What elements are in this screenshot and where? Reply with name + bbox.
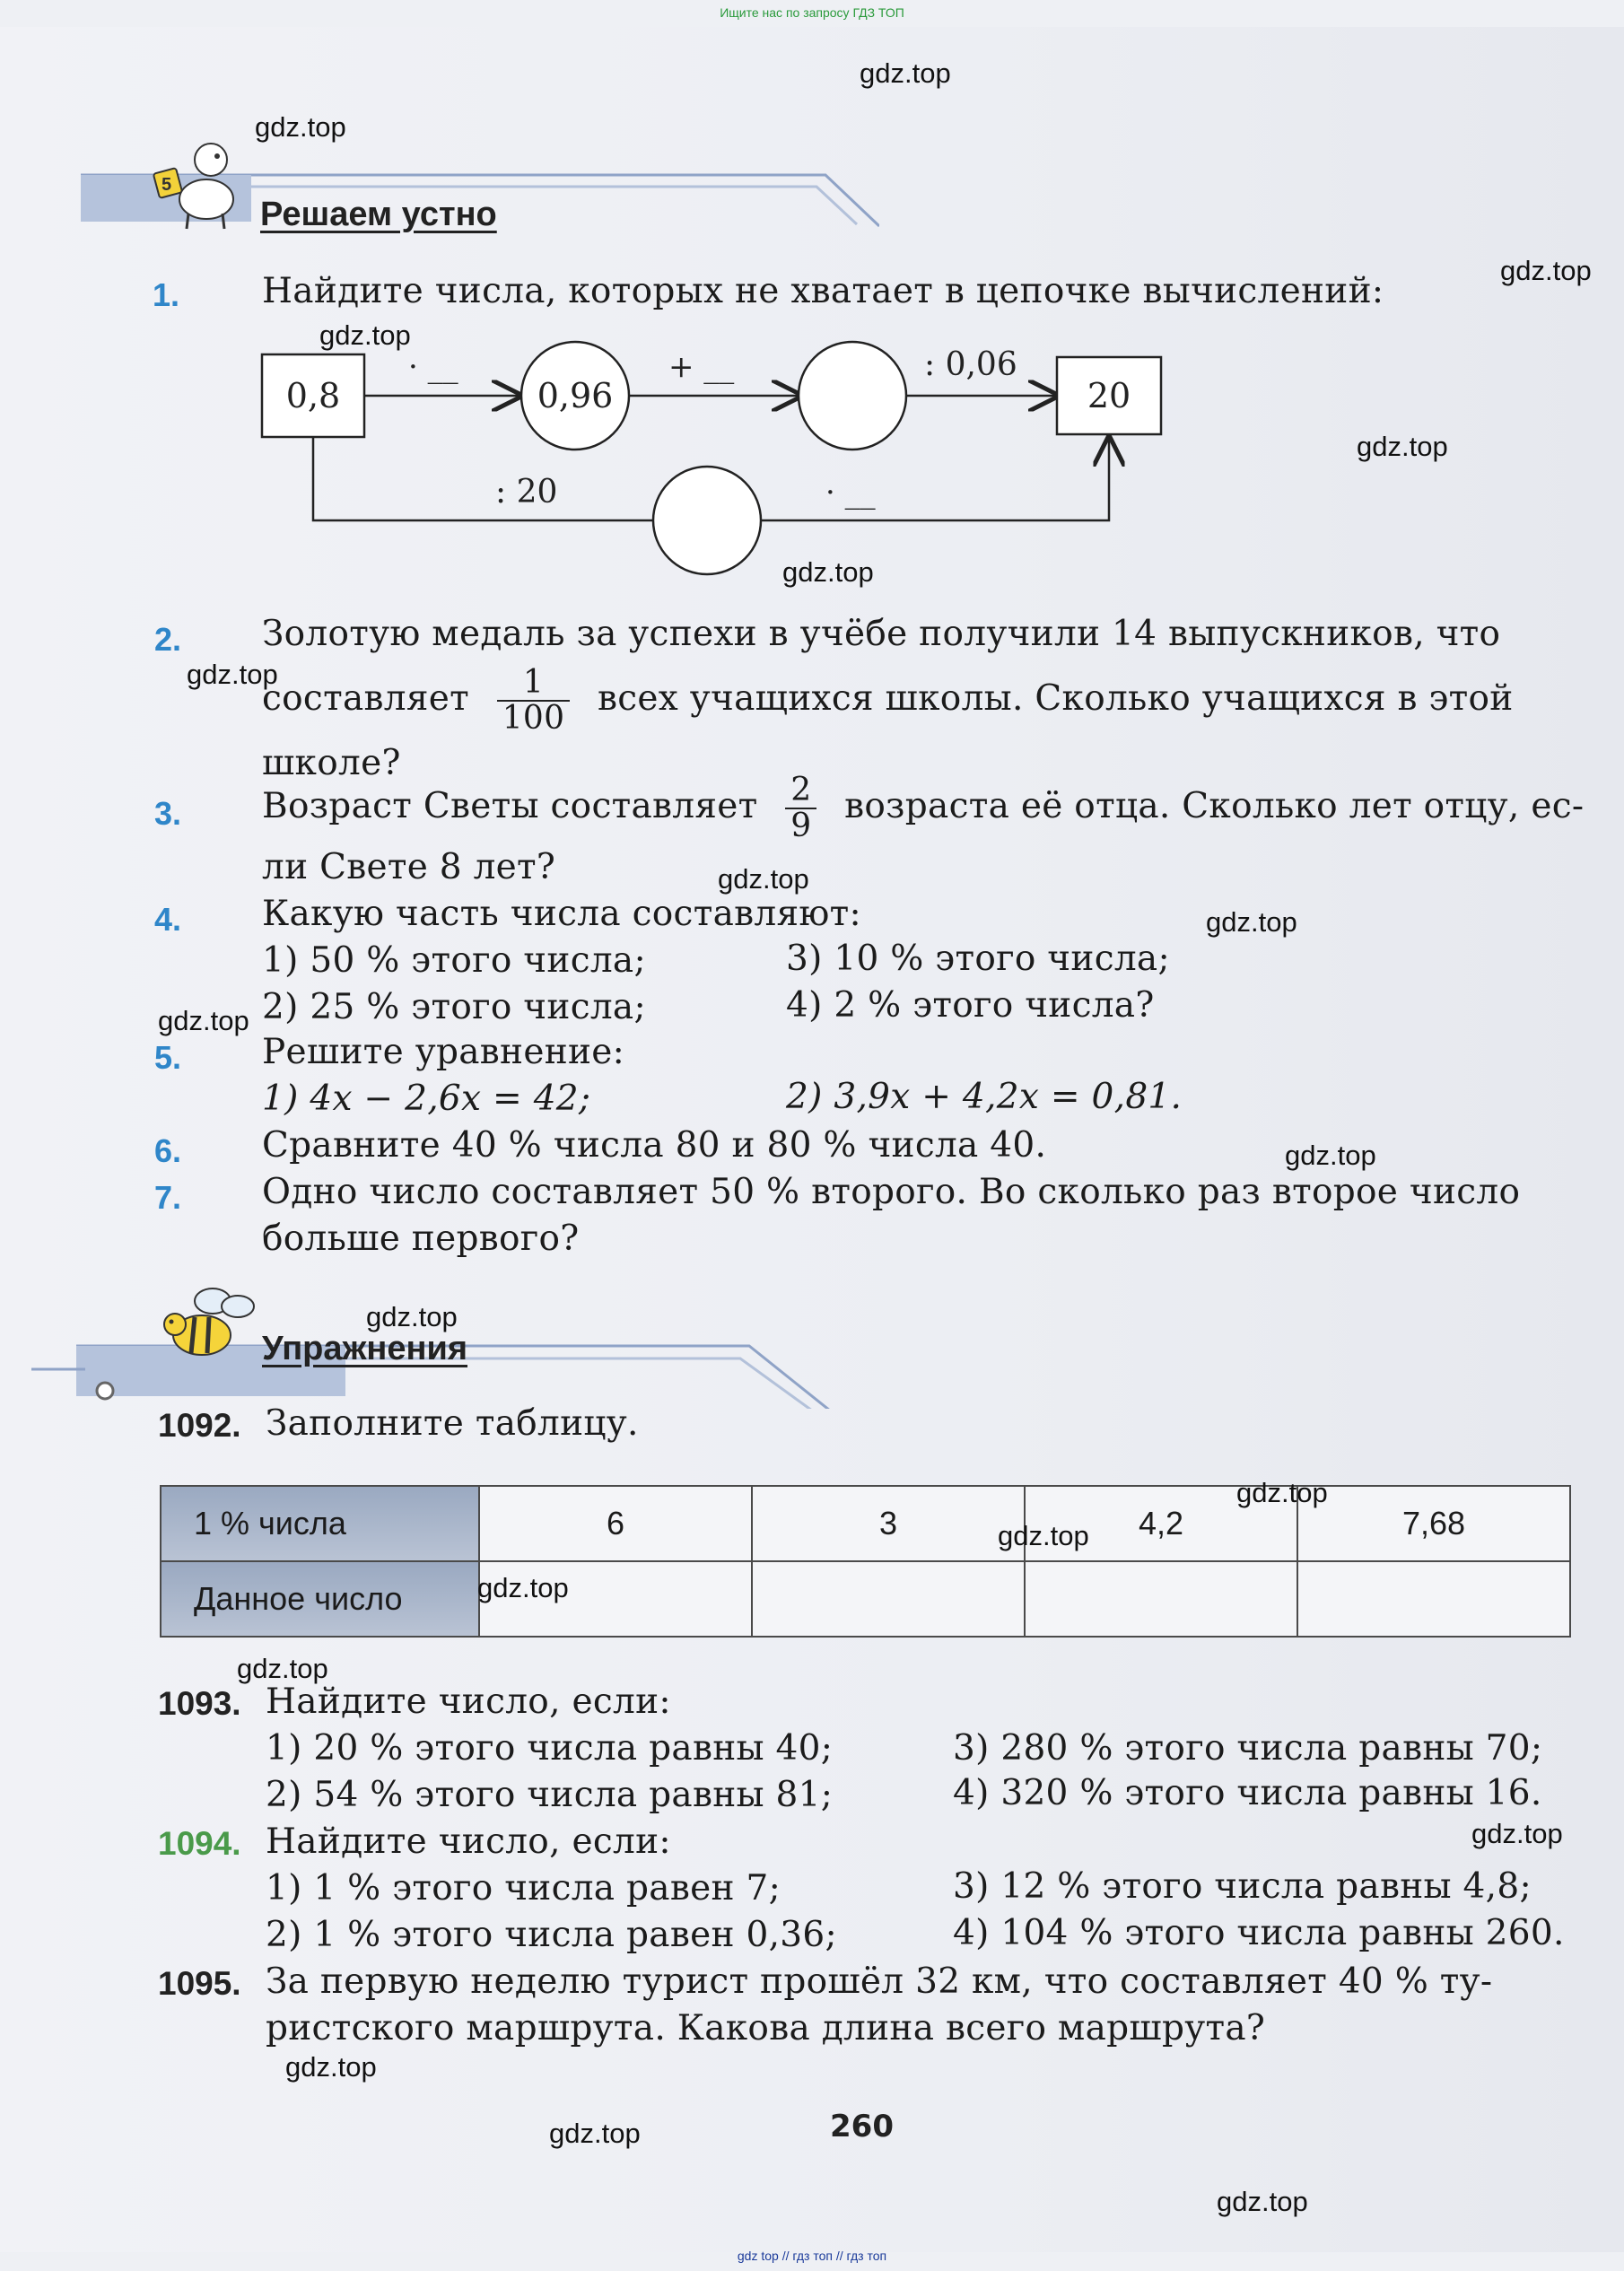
exercise-1094-option-4: 4) 104 % этого числа равны 260. — [953, 1913, 1565, 1953]
watermark: gdz.top — [477, 1572, 569, 1603]
watermark: gdz.top — [255, 111, 346, 143]
top-banner[interactable]: Ищите нас по запросу ГДЗ ТОП — [720, 5, 904, 20]
section-title-exercises: Упражнения — [262, 1330, 468, 1367]
exercise-1093-text: Найдите число, если: — [266, 1681, 671, 1722]
watermark: gdz.top — [319, 319, 411, 351]
chain-start-value: 0,8 — [285, 376, 341, 415]
exercise-1095-line-1: За первую неделю турист прошёл 32 км, что составляет 40 % ту- — [266, 1961, 1493, 2002]
watermark: gdz.top — [1285, 1140, 1376, 1171]
exercise-number-1094: 1094. — [158, 1825, 241, 1862]
exercise-1093-option-3: 3) 280 % этого числа равны 70; — [953, 1728, 1543, 1769]
task-2-fraction: $\frac{1}{100}$ — [497, 666, 571, 736]
exercise-1094-option-3: 3) 12 % этого числа равны 4,8; — [953, 1866, 1532, 1907]
page-number: 260 — [830, 2109, 894, 2144]
exercise-1094-option-2: 2) 1 % этого числа равен 0,36; — [266, 1915, 837, 1955]
exercise-1094-option-1: 1) 1 % этого числа равен 7; — [266, 1868, 781, 1909]
exercise-1093-option-1: 1) 20 % этого числа равны 40; — [266, 1728, 834, 1769]
task-number-6: 6. — [154, 1132, 182, 1169]
task-3-line-2: ли Свете 8 лет? — [262, 847, 556, 887]
bee-icon — [157, 1272, 265, 1371]
watermark: gdz.top — [1500, 255, 1592, 286]
chain-op-4: : 20 — [495, 474, 558, 511]
chain-node-3 — [653, 467, 761, 574]
table-cell: 6 — [479, 1486, 752, 1561]
table-row-label-1: 1 % числа — [161, 1486, 479, 1561]
task-2-text-a: составляет — [262, 677, 469, 719]
watermark: gdz.top — [1206, 906, 1297, 938]
task-7-line-1: Одно число составляет 50 % второго. Во сколько раз второе число — [262, 1172, 1521, 1212]
watermark: gdz.top — [718, 863, 809, 895]
chain-node-1-value: 0,96 — [537, 376, 614, 415]
table-cell-empty — [1025, 1561, 1297, 1637]
task-5-option-2: 2) 3,9x + 4,2x = 0,81. — [786, 1077, 1183, 1117]
exercise-number-1092: 1092. — [158, 1407, 241, 1444]
task-5-option-1: 1) 4x − 2,6x = 42; — [262, 1079, 591, 1119]
exercise-1093-option-2: 2) 54 % этого числа равны 81; — [266, 1775, 834, 1815]
badge-number: 5 — [162, 175, 172, 195]
exercise-1092-text: Заполните таблицу. — [266, 1403, 639, 1444]
task-4-option-1: 1) 50 % этого числа; — [262, 940, 646, 981]
task-3-line-1 — [262, 773, 1584, 843]
watermark: gdz.top — [1471, 1818, 1563, 1849]
task-6-line-1: Сравните 40 % числа 80 и 80 % числа 40. — [262, 1125, 1047, 1166]
watermark: gdz.top — [158, 1005, 249, 1036]
watermark: gdz.top — [187, 659, 278, 690]
dog-icon — [144, 135, 251, 233]
chain-op-5: · __ — [825, 475, 876, 511]
task-3-text-a: Возраст Светы составляет — [262, 785, 758, 826]
watermark: gdz.top — [549, 2118, 641, 2149]
table-row-label-2: Данное число — [161, 1561, 479, 1637]
task-3-fraction: $\frac{2}{9}$ — [785, 773, 816, 843]
watermark: gdz.top — [860, 57, 951, 89]
task-2-line-3: школе? — [262, 743, 401, 783]
section-title-oral: Решаем устно — [260, 196, 497, 233]
exercise-1095-line-2: ристского маршрута. Какова длина всего маршрута? — [266, 2008, 1266, 2048]
task-7-line-2: больше первого? — [262, 1218, 580, 1259]
table-cell-empty — [752, 1561, 1025, 1637]
percent-table — [160, 1485, 1571, 1638]
exercise-number-1093: 1093. — [158, 1685, 241, 1722]
task-1-text: Найдите числа, которых не хватает в цепочке вычислений: — [262, 271, 1384, 311]
chain-op-2: + __ — [668, 349, 735, 385]
task-2-line-2 — [262, 666, 1514, 736]
watermark: gdz.top — [1217, 2186, 1308, 2217]
chain-op-1: · __ — [408, 349, 458, 385]
chain-node-2 — [799, 342, 906, 450]
table-cell: 3 — [752, 1486, 1025, 1561]
task-number-2: 2. — [154, 621, 182, 658]
watermark: gdz.top — [782, 556, 874, 588]
task-5-line-1: Решите уравнение: — [262, 1032, 625, 1072]
task-number-1: 1. — [153, 276, 180, 313]
watermark: gdz.top — [998, 1520, 1089, 1551]
task-number-4: 4. — [154, 901, 182, 938]
watermark: gdz.top — [1357, 431, 1448, 462]
watermark: gdz.top — [285, 2051, 377, 2083]
table-cell-empty — [1297, 1561, 1570, 1637]
bottom-banner[interactable]: gdz top // гдз топ // гдз топ — [737, 2249, 887, 2263]
task-2-line-1: Золотую медаль за успехи в учёбе получили 14 выпускников, что — [262, 614, 1501, 654]
chain-op-3: : 0,06 — [924, 346, 1017, 383]
task-4-option-4: 4) 2 % этого числа? — [786, 985, 1155, 1026]
watermark: gdz.top — [366, 1301, 458, 1332]
task-number-5: 5. — [154, 1039, 182, 1076]
exercise-number-1095: 1095. — [158, 1965, 241, 2002]
exercise-1093-option-4: 4) 320 % этого числа равны 16. — [953, 1773, 1542, 1813]
task-3-text-b: возраста её отца. Сколько лет отцу, ес- — [844, 785, 1585, 826]
task-number-3: 3. — [154, 795, 182, 832]
task-4-line-1: Какую часть числа составляют: — [262, 894, 861, 934]
chain-end-value: 20 — [1087, 376, 1131, 415]
table-cell: 4,2 — [1025, 1486, 1297, 1561]
task-4-option-3: 3) 10 % этого числа; — [786, 939, 1170, 979]
watermark: gdz.top — [237, 1653, 328, 1684]
exercise-1094-text: Найдите число, если: — [266, 1821, 671, 1862]
task-4-option-2: 2) 25 % этого числа; — [262, 987, 646, 1027]
table-cell: 7,68 — [1297, 1486, 1570, 1561]
task-2-text-b: всех учащихся школы. Сколько учащихся в этой — [598, 677, 1514, 719]
computation-chain — [251, 332, 1166, 583]
watermark: gdz.top — [1236, 1477, 1328, 1508]
task-number-7: 7. — [154, 1179, 182, 1216]
